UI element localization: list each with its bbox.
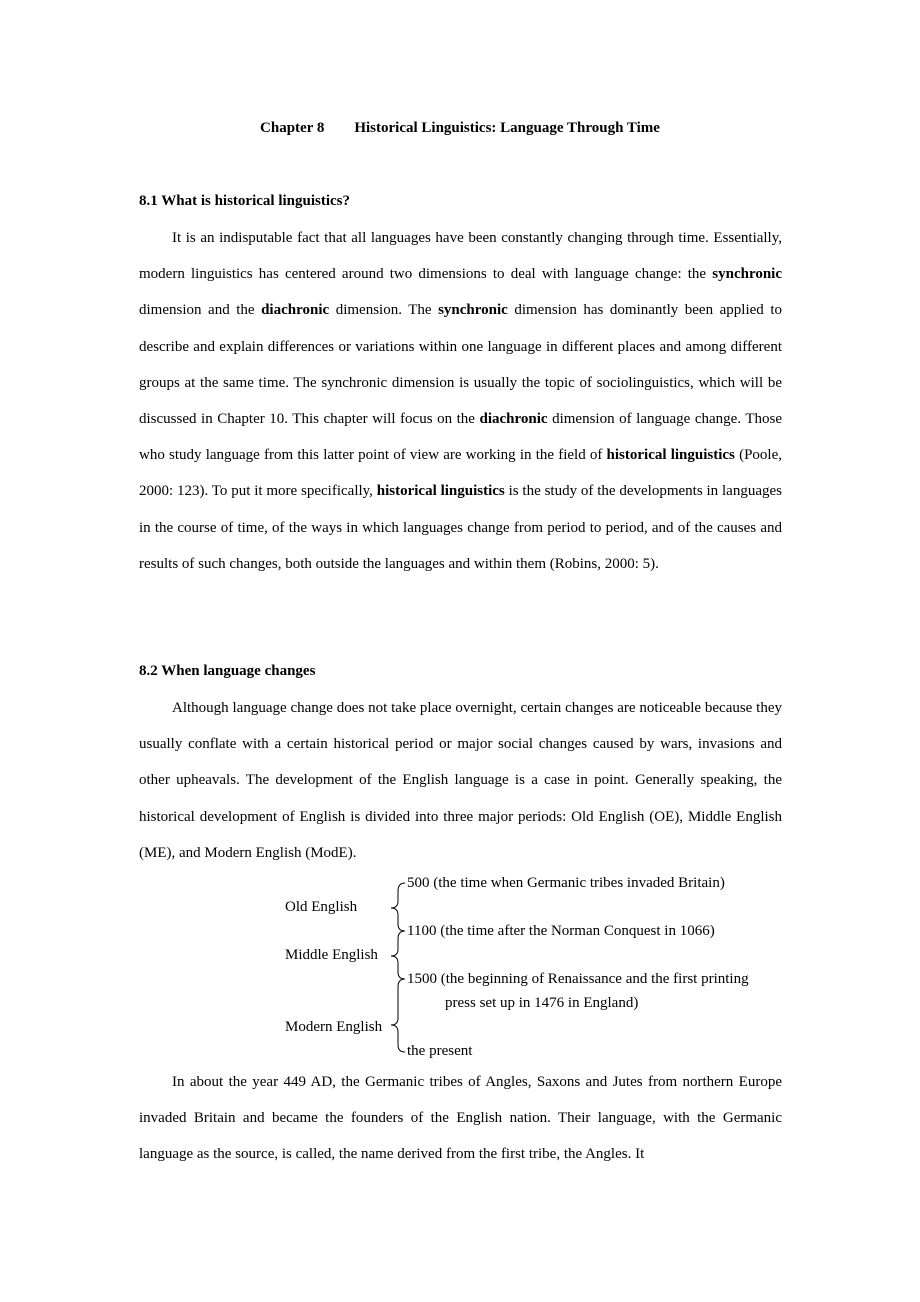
text-run: dimension. The [329,302,439,319]
term-historical-linguistics: historical linguistics [606,447,735,464]
section-8-2-paragraph-1: Although language change does not take place overnight, certain changes are noticeable because they usually conflate with a certain historical period or major social changes caused by wars, invasions and other upheavals. The development of the English language is a case in point. Generally speaking, the historical development of English is divided into three major periods: Old English (OE), Middle English (ME), and Modern English (ModE). [139,700,782,861]
chapter-number: Chapter 8 [260,120,325,136]
period-label-old-english: Old English [285,899,358,915]
date-label-1500: 1500 (the beginning of Renaissance and the first printing [407,971,749,987]
date-label-present: the present [407,1043,473,1059]
section-heading-8-1: 8.1 What is historical linguistics? [139,193,350,209]
date-label-500: 500 (the time when Germanic tribes invaded Britain) [407,875,725,891]
term-historical-linguistics: historical linguistics [376,483,505,500]
text-run: dimension has dominantly been applied to describe and explain differences or variations within one language in different places and among different groups at the same time. The synchronic dimension is usually the topic of sociolinguistics, which will be discussed in Chapter 10. This chapter will focus on the [139,302,782,428]
brace-old-english [391,883,405,931]
term-synchronic: synchronic [438,302,508,319]
period-label-middle-english: Middle English [285,947,378,963]
brace-modern-english [391,979,405,1052]
chapter-name: Historical Linguistics: Language Through Time [354,120,660,136]
period-label-modern-english: Modern English [285,1019,383,1035]
date-label-1100: 1100 (the time after the Norman Conquest in 1066) [407,923,715,939]
brace-middle-english [391,931,405,979]
section-8-2-paragraph-2: In about the year 449 AD, the Germanic tribes of Angles, Saxons and Jutes from northern Europe invaded Britain and became the founders of the English nation. Their language, with the Germanic language as the source, is called, the name derived from the first tribe, the Angles. It [139,1074,782,1163]
date-label-1500-cont: press set up in 1476 in England) [445,995,639,1011]
text-run: dimension and the [139,302,262,319]
text-run: It is an indisputable fact that all languages have been constantly changing through time. Essentially, modern linguistics has centered around two dimensions to deal with language change: the [139,230,782,283]
term-synchronic: synchronic [712,266,782,283]
term-diachronic: diachronic [479,411,548,428]
section-heading-8-2: 8.2 When language changes [139,663,316,679]
term-diachronic: diachronic [261,302,330,319]
text-run: is the study of the developments in languages in the course of time, of the ways in which languages change from period to period, and of the causes and results of such changes, both outside the languages and within them (Robins, 2000: 5). [139,483,782,572]
text-run: (Poole, 2000: 123). To put it more specifically, [139,447,782,500]
text-run: dimension of language change. Those who study language from this latter point of view are working in the field of [139,411,783,464]
